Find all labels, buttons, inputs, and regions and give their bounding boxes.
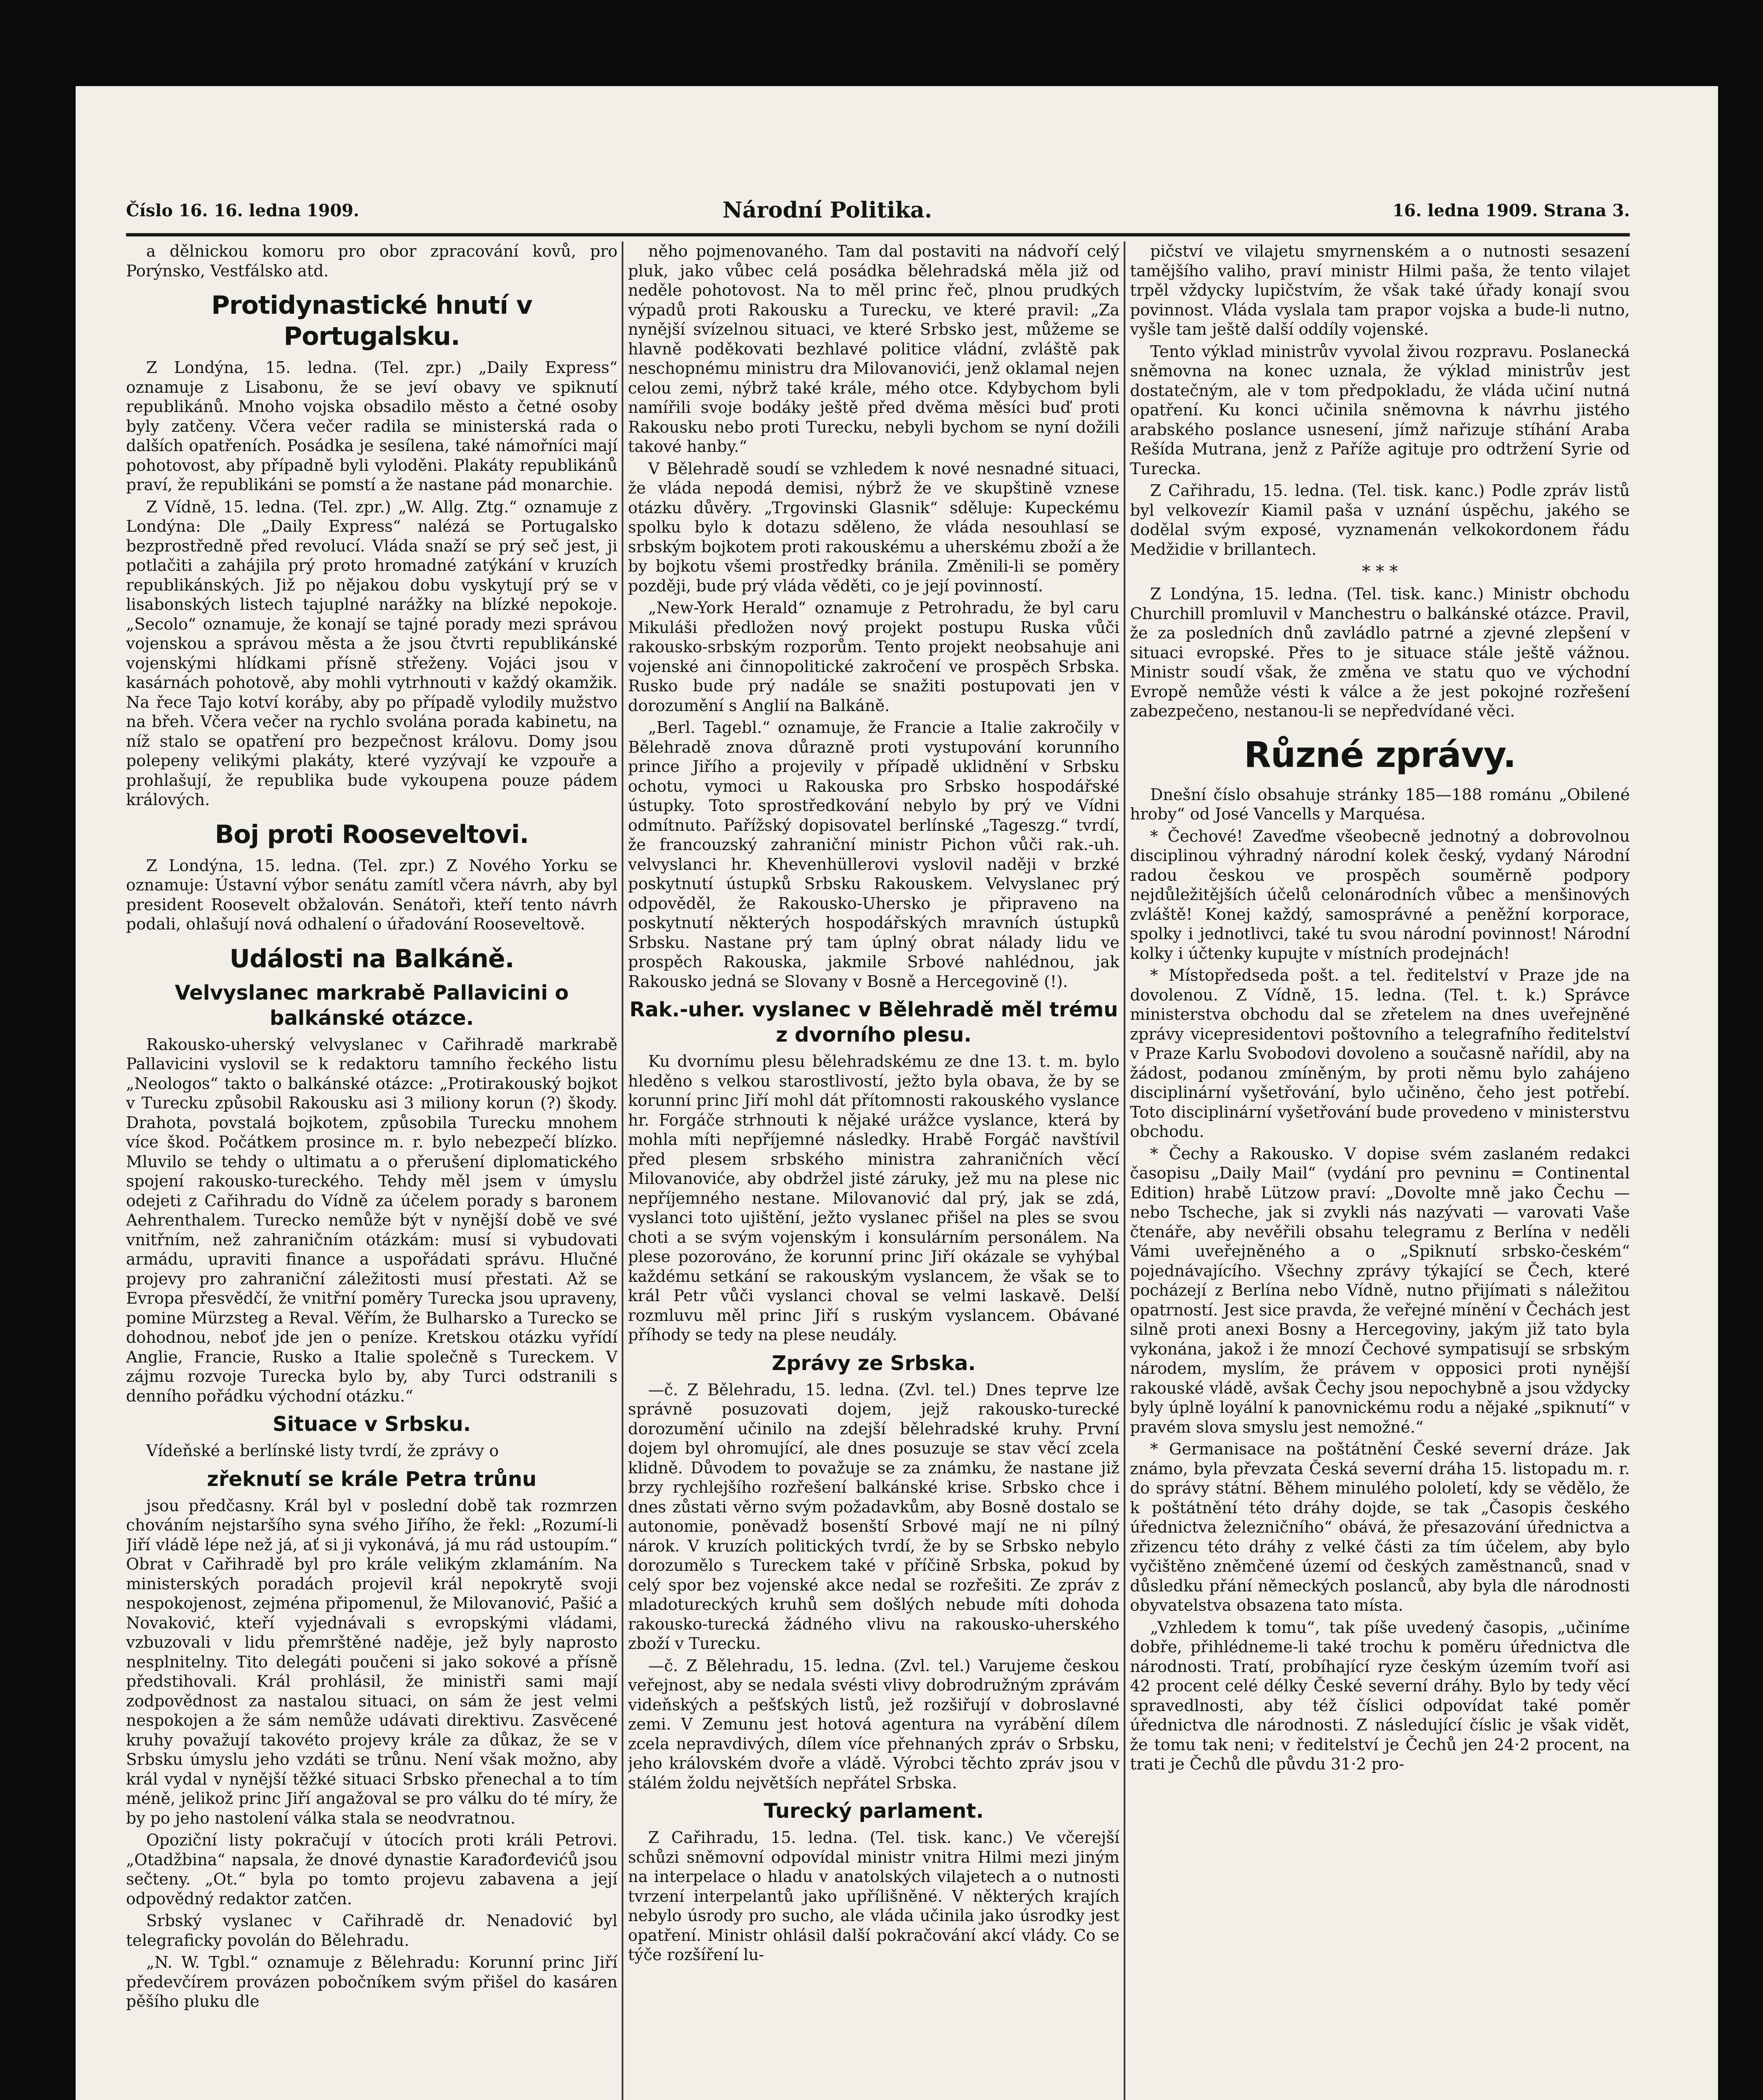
article-paragraph: Tento výklad ministrův vyvolal živou rozpravu. Poslanecká sněmovna na konec uznala, že výklad ministrův jest dostatečným, ale v tom předpokladu, že vláda učiní nutná opatření. Ku konci učinila sněmovna k návrhu jistého arabského poslance usnesení, jímž nařizuje stíhání Araba Rešída Mutrana, jenž z Paříže agituje pro odtržení Syrie od Turecka. xyxy=(1130,342,1630,478)
article-paragraph: Srbský vyslanec v Cařihradě dr. Nenadović byl telegraficky povolán do Bělehradu. xyxy=(126,1911,617,1950)
article-paragraph: Z Londýna, 15. ledna. (Tel. zpr.) Z Nového Yorku se oznamuje: Ústavní výbor senátu zamítl včera návrh, aby byl president Roosevelt obžalován. Senátoři, kteří tento návrh podali, ohlašují nová odhalení o úřadování Rooseveltově. xyxy=(126,856,617,933)
article-paragraph: —č. Z Bělehradu, 15. ledna. (Zvl. tel.) Varujeme českou veřejnost, aby se nedala svésti vlivy dobrodružným zprávám videňských a pešťských listů, jež rozšiřují v dobroslavné zemi. V Zemunu jest hotová agentura na vyrábění dílem zcela nepravdivých, dílem více přehnaných zpráv o Srbsku, jeho královském dvoře a vládě. Výrobci těchto zpráv jsou v stálém žoldu největších nepřátel Srbska. xyxy=(628,1656,1119,1792)
column-divider-1 xyxy=(622,242,623,2100)
article-paragraph: * Germanisace na poštátnění České severní dráze. Jak známo, byla převzata Česká severní dráha 15. listopadu m. r. do správy státní. Během minulého pololetí, kdy se vědělo, že k poštátnění této dráhy dojde, se tak „Časopis českého úřednictva železničního“ obává, že přesazování úřednictva a zřizencu této dráhy z velké části za tím účelem, aby bylo vyčištěno zněmčené území od českých zaměstnanců, snad v důsledku přání německých poslanců, aby byla dle národnosti obyvatelstva obsazena tato místa. xyxy=(1130,1440,1630,1614)
column-1 xyxy=(126,242,617,2100)
article-paragraph: * Čechy a Rakousko. V dopise svém zaslaném redakci časopisu „Daily Mail“ (vydání pro pevninu = Continental Edition) hrabě Lützow praví: „Dovolte mně jako Čechu — nebo Tscheche, jak si zvykli nás nazývati — varovati Vaše čtenáře, aby nevěřili obsahu telegramu z Berlína v neděli Vámi uveřejněného a o „Spiknutí srbsko-českém“ pojednávajícího. Všechny zprávy týkající se Čech, které pocházejí z Berlína nebo Vídně, nutno přijímati s náležitou opatrností. Jest sice pravda, že veřejné mínění v Čechách jest silně proti anexi Bosny a Hercegoviny, jakým již tato byla vykonána, jakož i že mnozí Čechové sympatisují se srbským národem, myslím, že právem v opposici proti nynější rakouské vládě, avšak Čechy jsou nepochybně a jsou vždycky byly úplně loyální k panovnickému rodu a nějaké „spiknutí“ v pravém slova smyslu jest nemožné.“ xyxy=(1130,1144,1630,1436)
column-3 xyxy=(1130,242,1630,2100)
article-paragraph: Z Londýna, 15. ledna. (Tel. tisk. kanc.) Ministr obchodu Churchill promluvil v Manchestru o balkánské otázce. Pravil, že za posledních dnů zavládlo patrné a zjevné zlepšení v situaci evropské. Přes to je situace stále ještě vážnou. Ministr soudí však, že změna ve statu quo ve východní Evropě nemůže vésti k válce a že jest pokojné rozřešení zabezpečeno, nestanou-li se nepředvídané věci. xyxy=(1130,585,1630,720)
article-paragraph: Z Cařihradu, 15. ledna. (Tel. tisk. kanc.) Ve včerejší schůzi sněmovní odpovídal ministr vnitra Hilmi mezi jiným na interpelace o hladu v anatolských vilajetech a o nutnosti tvrzení interpelantů jako upřílišněné. V některých krajích nebylo úsrody pro sucho, ale vláda učinila jako úsrodky jest opatření. Ministr ohlásil další pokračování akcí vlády. Co se týče rozšíření lu- xyxy=(628,1828,1119,1964)
section-heading: Události na Balkáně. xyxy=(229,944,514,974)
article-paragraph: něho pojmenovaného. Tam dal postaviti na nádvoří celý pluk, jako vůbec celá posádka bělehradská měla již od neděle pohotovost. Na to měl princ řeč, plnou prudkých výpadů proti Rakousku a Turecku, ve které pravil: „Za nynější svízelnou situaci, ve které Srbsko jest, můžeme se hlavně poděkovati bezhlavé politice vládní, zvláště pak neschopnému ministru dra Milovanovići, jenž oklamal nejen celou zemi, nýbrž také krále, mého otce. Kdybychom byli namířili svoje bodáky ještě před dvěma měsíci buď proti Rakousku nebo proti Turecku, nebyli bychom se nyní dožili takové hanby.“ xyxy=(628,242,1119,456)
article-paragraph: Dnešní číslo obsahuje stránky 185—188 románu „Obilené hroby“ od José Vancells y Marquésa. xyxy=(1130,785,1630,823)
article-paragraph: Opoziční listy pokračují v útocích proti králi Petrovi. „Otadžbina“ napsala, že dnové dynastie Karađorđevićů jsou sečteny. „Ot.“ byla po tomto projevu zabavena a její odpovědný redaktor zatčen. xyxy=(126,1831,617,1908)
article-paragraph: jsou předčasny. Král byl v poslední době tak rozmrzen chováním nejstaršího syna svého Jiřího, že řekl: „Rozumí-li Jiří vládě lépe než já, ať si ji vykonává, já mu rád ustoupím.“ Obrat v Cařihradě byl pro krále velikým zklamáním. Na ministerských poradách projevil král nepokrytě svoji nespokojenost, zejména připomenul, že Milovanović, Pašić a Novaković, kteří vyjednávali s evropskými vládami, vzbuzovali v lidu přemrštěné naděje, jež byly naprosto nesplnitelny. Tito delegáti poučeni si jako sokové a přísně předstihovali. Král prohlásil, že ministři sami mají zodpovědnost za nastalou situaci, on sám že jest velmi nespokojen a že sám nemůže udávati direktivu. Zasvěcené kruhy považují takovéto projevy krále za důkaz, že se v Srbsku úmyslu jeho vzdáti se trůnu. Není však možno, aby král vydal v nynější těžké situaci Srbsko přenechal a to tím méně, jelikož princ Jiří angažoval se pro válku do té míry, že by po jeho nastolení válka stala se neodvratnou. xyxy=(126,1496,617,1827)
article-subheading: zřeknutí se krále Petra trůnu xyxy=(207,1467,537,1491)
masthead-rule xyxy=(126,233,1630,236)
article-paragraph: „Vzhledem k tomu“, tak píše uvedený časopis, „učiníme dobře, přihlédneme-li také trochu k poměru úřednictva dle národnosti. Tratí, probíhající ryze českým územím tvoří asi 42 procent celé délky České severní dráhy. Bylo by tedy věcí spravedlnosti, aby též číslici odpovídat také poměr úřednictva dle národnosti. Z následující číslic je však vidět, že tomu tak neni; v ředitelství je Čechů jen 24·2 procent, na trati je Čechů dle půvdu 31·2 pro- xyxy=(1130,1618,1630,1773)
article-subheading: Turecký parlament. xyxy=(764,1799,984,1823)
article-subheading: Zprávy ze Srbska. xyxy=(772,1351,976,1375)
scan-border-top xyxy=(0,0,1763,86)
article-paragraph: —č. Z Bělehradu, 15. ledna. (Zvl. tel.) Dnes teprve lze správně posuzovati dojem, jejž rakousko-turecké dorozumění učinilo na zdejší bělehradské kruhy. První dojem byl ohromující, ale dnes posuzuje se stav věcí zcela klidně. Důvodem to považuje se za známku, že nastane již brzy rychlejšího rozřešení balkánské krise. Srbsko chce i dnes zůstati věrno svým požadavkům, aby Bosně dostalo se autonomie, poněvadž bosenští Srbové mají ne ni pílný nárok. V kruzích politických tvrdí, že by se Srbsko nebylo dorozumělo s Tureckem také v příčině Srbska, pokud by celý spor bez vojenské akce nedal se rozřešiti. Ze zpráv z mladotureckých kruhů sem došlých nebude míti dohoda rakousko-turecká žádného vlivu na rakousko-uherského zboží v Turecku. xyxy=(628,1380,1119,1653)
section-heading: Protidynastické hnutí v Portugalsku. xyxy=(211,291,533,351)
article-paragraph: Z Vídně, 15. ledna. (Tel. zpr.) „W. Allg. Ztg.“ oznamuje z Londýna: Dle „Daily Express“ nalézá se Portugalsko bezprostředně před revolucí. Vláda snaží se prý seč jest, ji potlačiti a zahájila prý proto hromadné zatýkání v kruzích republikánských. Již po nějakou dobu vyskytují prý se v lisabonských listech tajuplné narážky na blízké nepokoje. „Secolo“ oznamuje, že konají se tajné porady mezi správou vojenskou a správou města a že jsou čtvrti republikánské vojenskými hlídkami přísně střeženy. Vojáci jsou v kasárnách pohotově, aby mohli vytrhnouti v každý okamžik. Na řece Tajo kotví koráby, aby po případě vylodily mužstvo na břeh. Včera večer na rychlo svolána porada kabinetu, na níž stalo se opatření pro bezpečnost královu. Domy jsou polepeny velikými plakáty, které vyzývají ke vzpouře a prohlašují, že republika bude vykoupena pouze pádem králových. xyxy=(126,497,617,809)
scan-border-right xyxy=(1718,0,1763,2100)
masthead xyxy=(126,197,1630,231)
article-paragraph: Vídeňské a berlínské listy tvrdí, že zprávy o xyxy=(146,1441,499,1460)
date-page-number: 16. ledna 1909. Strana 3. xyxy=(1392,201,1630,220)
article-paragraph: Z Cařihradu, 15. ledna. (Tel. tisk. kanc.) Podle zpráv listů byl velkovezír Kiamil paša v uznání úspěchu, jakého se dodělal svým exposé, vyznamenán velkokordonem řádu Medžidie v brillantech. xyxy=(1130,481,1630,559)
article-paragraph: * Místopředseda pošt. a tel. ředitelství v Praze jde na dovolenou. Z Vídně, 15. ledna. (Tel. t. k.) Správce ministerstva obchodu dal se zřetelem na dnes uveřejněné zprávy vicepresidentovi poštovního a telegrafního ředitelství v Praze Karlu Svobodovi dovoleno a současně nařídil, aby na žádost, podanou zmíněným, by proti němu bylo zahájeno disciplinární vyšetřování, bylo učiněno, čeho jest potřebí. Toto disciplinární vyšetřování bude provedeno v ministerstvu obchodu. xyxy=(1130,966,1630,1141)
article-paragraph: V Bělehradě soudí se vzhledem k nové nesnadné situaci, že vláda nepodá demisi, nýbrž že ve skupštině vznese otázku důvěry. „Trgovinski Glasnik“ sděluje: Kupeckému spolku bylo k dotazu sděleno, že vláda nesouhlasí se srbským bojkotem proti rakouskému a uherskému zboží a že by bojkotu všemi prostředky bránila. Změnili-li se poměry později, bude prý vláda věděti, co je její povinností. xyxy=(628,459,1119,595)
article-paragraph: Rakousko-uherský velvyslanec v Cařihradě markrabě Pallavicini vyslovil se k redaktoru tamního řeckého listu „Neologos“ takto o balkánské otázce: „Protirakouský bojkot v Turecku způsobil Rakousku asi 3 miliony korun (?) škody. Drahota, povstalá bojkotem, způsobila Turecku mnohem více škod. Počátkem prosince m. r. bylo nebezpečí blízko. Mluvilo se tehdy o ultimatu a o přerušení diplomatického spojení rakousko-tureckého. Tehdy měl jsem v úmyslu odejeti z Cařihradu do Vídně za účelem porady s baronem Aehrenthalem. Turecko nemůže být v nynější době ve své vnitřním, než zahraničním otázkám: musí si vybudovati armádu, upraviti finance a uspořádati správu. Hlučné projevy pro zahraniční záležitosti musí přestati. Až se Evropa přesvědčí, že vnitřní poměry Turecka jsou upraveny, pomine Mürzsteg a Reval. Věřím, že Bulharsko a Turecko se dohodnou, neboť jde jen o peníze. Kretskou otázku vyřídí Anglie, Francie, Rusko a Italie společně s Tureckem. V zájmu rozvoje Turecka bylo by, aby Turci odstranili s denního pořádku východní otázku.“ xyxy=(126,1035,617,1405)
article-paragraph: „N. W. Tgbl.“ oznamuje z Bělehradu: Korunní princ Jiří předevčírem provázen pobočníkem svým přišel do kasáren pěšího pluku dle xyxy=(126,1953,617,2011)
section-heading: Různé zprávy. xyxy=(1244,734,1516,775)
separator-stars: * * * xyxy=(1362,562,1398,581)
article-paragraph: „New-York Herald“ oznamuje z Petrohradu, že byl caru Mikuláši předložen nový projekt postupu Ruska vůči rakousko-srbským rozporům. Tento projekt neobsahuje ani vojenské ani činnopolitické zakročení ve prospěch Srbska. Rusko bude prý nadále se snažiti postupovati jen v dorozumění s Anglií na Balkáně. xyxy=(628,598,1119,715)
article-paragraph: pičství ve vilajetu smyrnenském a o nutnosti sesazení tamějšího valiho, praví ministr Hilmi paša, že tento vilajet trpěl vždycky lupičstvím, že však také úřady konají svou povinnost. Vláda vyslala tam prapor vojska a bude-li nutno, vyšle tam ještě další oddíly vojenské. xyxy=(1130,242,1630,339)
column-2 xyxy=(628,242,1119,2100)
article-paragraph: a dělnickou komoru pro obor zpracování kovů, pro Porýnsko, Vestfálsko atd. xyxy=(126,242,617,280)
article-subheading: Situace v Srbsku. xyxy=(273,1412,471,1436)
column-divider-2 xyxy=(1124,242,1125,2100)
article-paragraph: Ku dvornímu plesu bělehradskému ze dne 13. t. m. bylo hleděno s velkou starostlivostí, ježto byla obava, že by se korunní princ Jiří mohl dát přítomnosti rakouského vyslance hr. Forgáče strhnouti k nějaké urážce vyslance, která by mohla míti nepříjemné následky. Hrabě Forgáč navštívil před plesem srbského ministra zahraničních věcí Milovanoviće, aby obdržel jisté záruky, jež mu na plese nic nepříjemného nestane. Milovanović dal prý, jak se zdá, vyslanci toto ujištění, ježto vyslanec přišel na ples se svou choti a se svým vojenským i konsulárním personálem. Na plese pozorováno, že korunní princ Jiří okázale se vyhýbal každému setkání se rakouským vyslancem, že však se to král Petr vůči vyslanci choval se velmi laskavě. Delší rozmluvu měl princ Jiří s ruským vyslancem. Obávané příhody se tedy na plese neudály. xyxy=(628,1052,1119,1344)
article-paragraph: * Čechové! Zaveďme všeobecně jednotný a dobrovolnou disciplinou výhradný národní kolek český, vydaný Národní radou českou ve prospěch souměrně podpory nejdůležitějších účelů celonárodních vůbec a menšinových zvláště! Konej každý, samosprávné a peněžní korporace, spolky i jednotlivci, také tu svou národní povinnost! Národní kolky i účtenky kupujte v místních prodejnách! xyxy=(1130,827,1630,963)
scan-border-left xyxy=(0,0,76,2100)
section-heading: Boj proti Rooseveltovi. xyxy=(215,819,529,849)
article-subheading: Velvyslanec markrabě Pallavicini o balkánské otázce. xyxy=(175,981,569,1030)
article-paragraph: „Berl. Tagebl.“ oznamuje, že Francie a Italie zakročily v Bělehradě znova důrazně proti vystupování korunního prince Jiřího a projevily v případě uklidnění v Srbsku ochotu, vymoci u Rakouska pro Srbsko hospodářské ústupky. Toto sprostředkování nebylo by prý ve Vídni odmítnuto. Pařížský dopisovatel berlínské „Tageszg.“ tvrdí, že francouzský zahraniční ministr Pichon vůči rak.-uh. velvyslanci hr. Khevenhüllerovi vyslovil naději v brzké poskytnutí ústupků Srbsku Rakouskem. Velvyslanec prý odpověděl, že Rakousko-Uhersko je připraveno na poskytnutí některých hospodářských mravních ústupků Srbsku. Nastane prý tam úplný obrat nálady lidu ve prospěch Rakouska, jakmile Srbové nahlédnou, jak Rakousko jedná se Slovany v Bosně a Hercegovině (!). xyxy=(628,718,1119,991)
newspaper-title: Národní Politika. xyxy=(723,197,932,223)
article-paragraph: Z Londýna, 15. ledna. (Tel. zpr.) „Daily Express“ oznamuje z Lisabonu, že se jeví obavy ve spiknutí republikánů. Mnoho vojska obsadilo město a četné osoby byly zatčeny. Včera večer radila se ministerská rada o dalších opatřeních. Posádka je sesílena, také námořníci mají pohotovost, aby případně byli vyloděni. Plakáty republikánů praví, že republikáni se pomstí a že nastane pád monarchie. xyxy=(126,358,617,494)
article-subheading: Rak.-uher. vyslanec v Bělehradě měl trému z dvorního plesu. xyxy=(629,998,1118,1047)
issue-number-date: Číslo 16. 16. ledna 1909. xyxy=(126,201,360,220)
